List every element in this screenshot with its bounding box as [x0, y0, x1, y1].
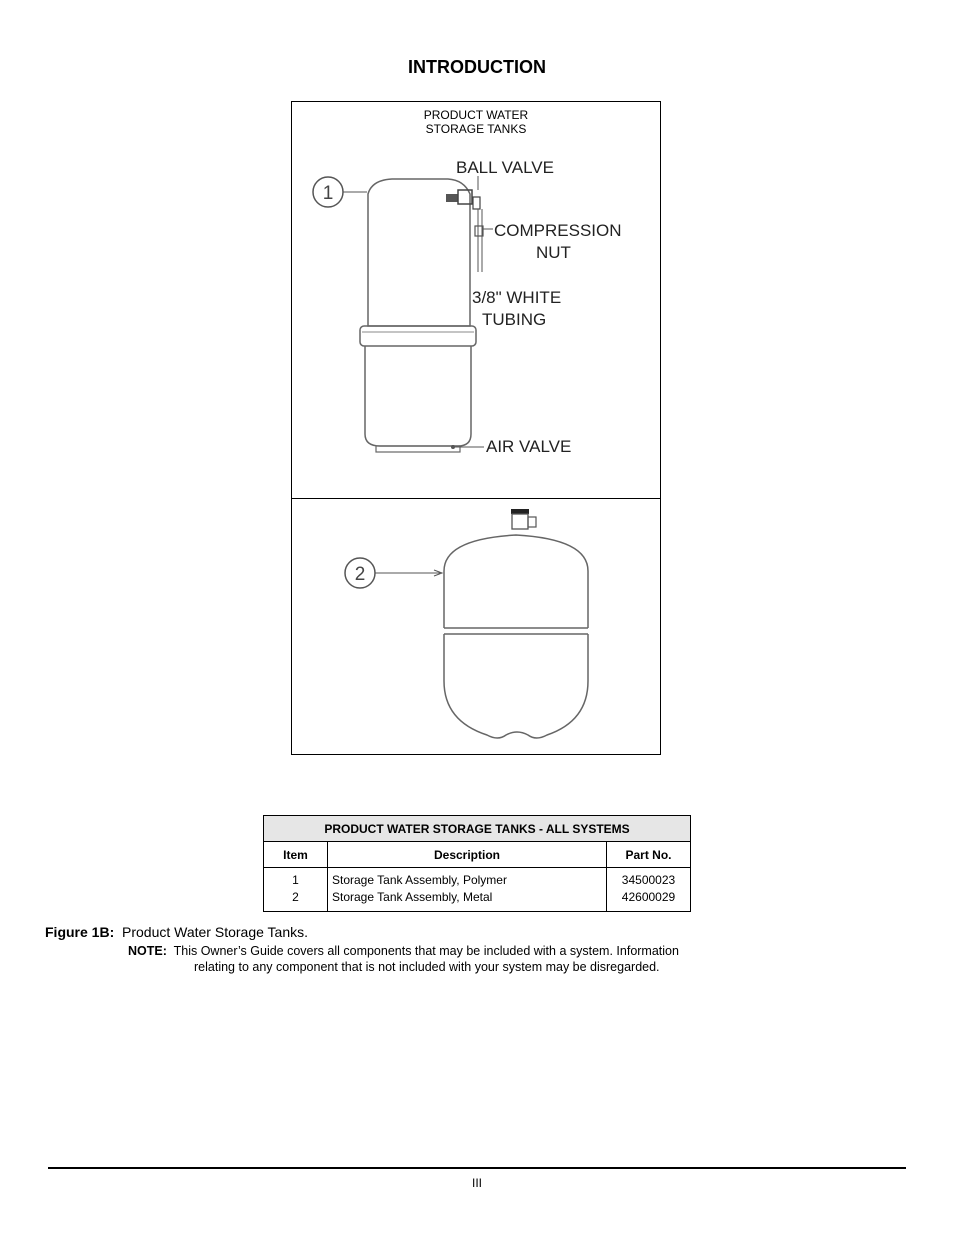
table-row	[264, 868, 691, 912]
column-header-description: Description	[328, 842, 607, 868]
figure-caption	[292, 108, 660, 136]
callout-2-label: 2	[354, 564, 366, 585]
polymer-tank-base	[376, 446, 460, 452]
figure-id: Figure 1B:	[45, 924, 115, 940]
item-cell	[264, 868, 328, 912]
column-header-item: Item	[264, 842, 328, 868]
compression-label: COMPRESSION	[494, 221, 622, 240]
air-valve-label: AIR VALVE	[486, 437, 572, 456]
metal-tank-drawing	[292, 499, 660, 755]
footer-divider	[48, 1167, 906, 1169]
ball-valve-label: BALL VALVE	[456, 158, 554, 177]
metal-tank-panel	[292, 499, 660, 755]
description-value: Storage Tank Assembly, Polymer	[332, 873, 507, 887]
page-title: INTRODUCTION	[408, 57, 546, 77]
figure-label	[45, 924, 308, 940]
figure-title: Product Water Storage Tanks.	[122, 924, 308, 940]
part-no-value: 34500023	[621, 873, 676, 887]
parts-table-title: PRODUCT WATER STORAGE TANKS - ALL SYSTEMS	[264, 816, 691, 842]
note	[128, 943, 679, 975]
tank-fitting	[446, 194, 458, 202]
figure-caption-line2: STORAGE TANKS	[425, 122, 527, 136]
description-value: Storage Tank Assembly, Metal	[332, 890, 493, 904]
page-number: III	[471, 1176, 482, 1190]
parts-table	[263, 815, 691, 912]
part-no-cell	[607, 868, 691, 912]
column-header-part-no: Part No.	[607, 842, 691, 868]
callout-1-label: 1	[322, 183, 334, 204]
item-value: 2	[292, 890, 299, 904]
note-line2: relating to any component that is not included with your system may be disregarded.	[194, 960, 660, 974]
metal-tank-upper	[444, 535, 588, 628]
figure-caption-line1: PRODUCT WATER	[423, 108, 529, 122]
tubing-label-line1: 3/8" WHITE	[472, 288, 562, 307]
note-line1: This Owner’s Guide covers all components that may be included with a system. Information	[173, 944, 679, 958]
polymer-tank-drawing	[292, 102, 660, 498]
polymer-tank-lower	[365, 346, 471, 446]
description-cell	[328, 868, 607, 912]
storage-tanks-figure	[291, 101, 661, 755]
polymer-tank-band	[360, 326, 476, 346]
metal-tank-seam	[444, 628, 588, 634]
tubing-label-line2: TUBING	[482, 310, 547, 329]
polymer-tank-panel	[292, 102, 660, 499]
air-valve-icon	[451, 445, 455, 449]
note-label: NOTE:	[128, 944, 167, 958]
nut-label: NUT	[536, 243, 571, 262]
metal-tank-valve-icon	[511, 509, 529, 514]
metal-tank-lower	[444, 634, 588, 738]
part-no-value: 42600029	[621, 890, 676, 904]
item-value: 1	[292, 873, 299, 887]
